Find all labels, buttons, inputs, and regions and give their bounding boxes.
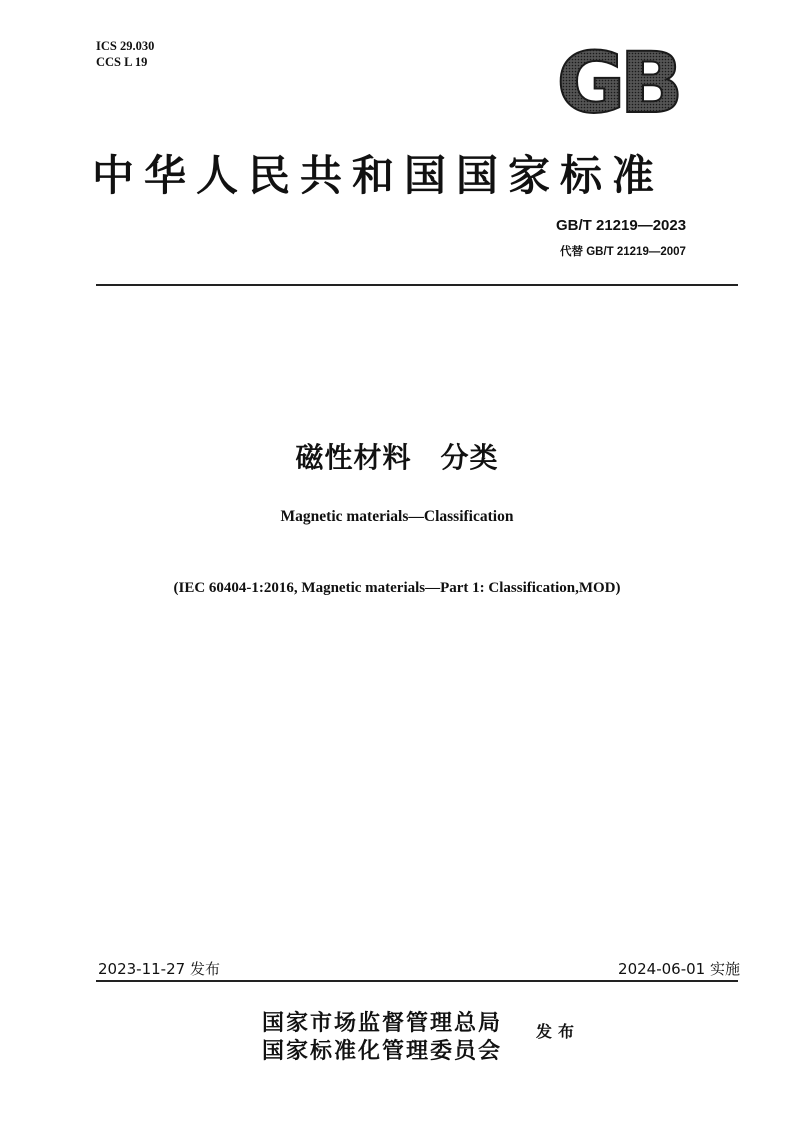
issuer-sac: 国家标准化管理委员会 [262, 1038, 503, 1064]
gb-logo-text: GB [556, 40, 678, 122]
implementation-date: 2024-06-01 实施 [618, 960, 740, 978]
chinese-title: 磁性材料 分类 [295, 441, 499, 474]
publish-label: 发布 [536, 1022, 581, 1041]
issue-date: 2023-11-27 发布 [98, 960, 220, 978]
header-divider [96, 284, 738, 286]
ics-code: ICS 29.030 [96, 39, 155, 53]
ccs-code: CCS L 19 [96, 55, 148, 69]
replaces-standard: 代替 GB/T 21219—2007 [560, 246, 686, 258]
classification-codes [96, 38, 154, 70]
issuer-samr: 国家市场监督管理总局 [262, 1010, 503, 1036]
national-standard-title: 中华人民共和国国家标准 [92, 151, 665, 200]
footer-divider [96, 980, 738, 982]
english-title: Magnetic materials—Classification [280, 508, 514, 525]
iec-reference: (IEC 60404-1:2016, Magnetic materials—Part 1: Classification,MOD) [173, 580, 621, 596]
gb-logo [538, 40, 696, 122]
standard-number: GB/T 21219—2023 [556, 217, 687, 234]
